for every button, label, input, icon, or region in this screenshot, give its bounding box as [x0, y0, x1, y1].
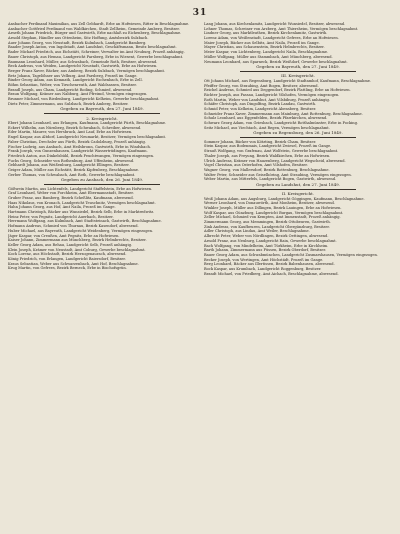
section-heading: Gegeben zu Bayreuth, den 27. Juni 1849. — [60, 106, 144, 112]
list-entry: Strauß Wolfgang, von Grafenau, Amt Wolfstein, Gewerbe beschlagnahmt. — [204, 149, 339, 154]
list-entry: Seitz Michael, aus Viechtach, Amt Regen, Vermögen beschlagnahmt. — [204, 125, 330, 130]
list-entry: Huber Michael, aus Bayreuth, Landgericht Weidenberg, Vermögen eingezogen. — [8, 228, 154, 233]
list-entry: Roth Martin, Weber von Landshut, Amt Vilsbiburg, Prozeß anhängig. — [204, 97, 330, 102]
text-columns — [8, 22, 392, 526]
list-entry: Klein Joseph, Krämer von Neustadt, Amt Coburg, Gewerbe beschlagnahmt. — [8, 247, 146, 252]
list-entry: Neumann Leonhard, aus Sparneck, Bezirk Weißdorf, Gewerbe beschlagnahmt. — [204, 59, 348, 64]
list-entry: Albrecht Peter, Weber von Nördlingen, Bezirk Oettingen, abwesend. — [204, 234, 329, 239]
list-entry: Arnold Franz, aus Neuburg, Landgericht Rain, Gewerbe beschlagnahmt. — [204, 238, 337, 243]
list-entry: Haas Nikolaus, von Kronach, Landgericht Teuschnitz, Vermögen beschlagnahmt. — [8, 200, 156, 205]
list-entry: Baumann Leonhard, Müller, aus Schwabach, Gemeinde Roth, Besitzer, abwesend. — [8, 59, 158, 64]
list-entry: Reichel Andreas, Schmied aus Deggendorf, Bezirk Plattling, Erbe an Hofwiesen. — [204, 88, 351, 93]
list-entry: Hartmann Christoph, Bäcker aus Wunsiedel, Bezirk Selb, Erbe in Marktredwitz. — [8, 210, 155, 215]
section-rule — [240, 189, 356, 190]
list-entry: Heinz Peter, von Pegnitz, Landgericht Auerbach, Besitzer. — [8, 214, 114, 219]
list-entry: Ebert Johann Leonhard, aus Erlangen, Kaufmann, Landgericht Fürth, Beschlagnahme. — [8, 121, 167, 126]
list-entry: Lindner Georg, aus Marktleuthen, Bezirk Kirchenlamitz, Gastwirth. — [204, 31, 328, 36]
list-entry: Beck Andreas, von Weiden, Landgericht Neustadt, Gastwirth, Erbe an Hofwiesen. — [8, 64, 158, 69]
list-entry: Lehner Thomas, Schreiner von Arzberg, Amt Thiersheim, Vermögen beschlagnahmt. — [204, 26, 359, 31]
list-entry: Koch Lorenz, aus Höchstadt, Bezirk Herzogenaurach, abwesend. — [8, 252, 127, 257]
left-column — [8, 22, 196, 526]
list-entry: Brandl Joseph, aus Cham, Landgericht Roding, Schmied, abwesend. — [8, 87, 133, 92]
list-entry: Fischer Ludwig, aus Ansbach, Amt Heilsbronn, Gastwirth, Erbe in Windsbach. — [8, 144, 151, 149]
list-entry: Maier Joseph, Bäcker aus Selbitz, Amt Naila, Prozeß im Gange. — [204, 40, 320, 45]
list-entry: Berger Franz Xaver, Bäcker, aus Amberg, Bezirk Sulzbach, Vermögen beschlagnahmt. — [8, 68, 166, 73]
list-entry: Brunner Michael, von Riedenburg, Landgericht Kelheim, Gewerbe beschlagnahmt. — [8, 97, 160, 101]
list-entry: Binder Georg Adam, aus Kemnath, Landgericht Eschenbach, Erbe in Zell. — [8, 78, 143, 83]
list-entry: Zimmermann Georg, aus Memmingen, Bezirk Ottobeuren, Gastwirth. — [204, 220, 331, 225]
section-rule — [240, 71, 356, 72]
list-entry: Berg Leonhard, Bäcker aus Illertissen, Bezirk Babenhausen, abwesend. — [204, 262, 335, 267]
list-entry: Jäger Kaspar, von Creußen, Amt Pegnitz, Erbe an Hofwiesen. — [8, 233, 120, 238]
section-heading: Gegeben zu Landshut, den 27. Juni 1849. — [256, 181, 340, 187]
list-entry: Geiger Adam, Müller aus Eichstätt, Bezirk Kipfenberg, Beschlagnahme. — [8, 167, 140, 172]
list-entry: Bader Michael Friedrich, aus Eichstätt, Schreiner, Verwalter im Amt Neuburg, Prozeß anhängig. — [8, 50, 185, 55]
list-entry: Lorenz Adam, von Weißenstadt, Landgericht Gefrees, Erbe an Hofwiesen. — [204, 36, 339, 41]
list-entry: Kraus Sebastian, Weber aus Schwarzenbach, Amt Hof, Beschlagnahme. — [8, 261, 139, 266]
list-entry: Kaiser Johann, Zimmermann aus Münchberg, Bezirk Helmbrechts, Besitzer. — [8, 238, 147, 243]
list-entry: Thaler Joseph, aus Freyung, Bezirk Waldkirchen, Erbe an Hofwiesen. — [204, 153, 331, 158]
list-entry: Hahn Johann Georg, aus Hof, Amt Naila, Prozeß im Gange. — [8, 205, 116, 210]
list-entry: Bock Kaspar, aus Krumbach, Landgericht Roggenburg, Besitzer. — [204, 266, 322, 271]
list-entry: Ansbacher Ferdinand Maximilian, aus Zell Gebhardt, Erbe an Hofwiesen, Ritter in Beschlagnahme. — [8, 22, 190, 26]
page-number: 31 — [192, 8, 208, 18]
section-heading: II. Kreisgericht. — [281, 191, 315, 197]
list-entry: Ulrich Andreas, Krämer von Hauzenberg, Landgericht Wegscheid, abwesend. — [204, 158, 346, 163]
list-entry: Werner Leonhard, von Donauwörth, Amt Monheim, Besitzer, abwesend. — [204, 201, 336, 206]
list-entry: Eckert Wilhelm, aus Nürnberg, Bezirk Schwabach, Schreiber, abwesend. — [8, 125, 142, 130]
list-entry: Schmid Peter, von Kelheim, Landgericht Abensberg, Besitzer. — [204, 107, 317, 112]
list-entry: Frank Joseph, von Gunzenhausen, Landgericht Wassertrüdingen, Kaufmann. — [8, 149, 148, 154]
list-entry: Barth Johann, Zimmermann aus Füssen, Bezirk Oberdorf, Besitzer. — [204, 248, 326, 253]
list-entry: Richter Joseph, aus Passau, Landgericht Vilshofen, Vermögen eingezogen. — [204, 92, 340, 97]
list-entry: Graf Leonhard, Weber von Forchheim, Amt Ebermannstadt, Besitzer. — [8, 191, 134, 196]
list-entry: Gößwein Martin, aus Lichtenfels, Landgericht Staffelstein, Erbe an Hofwiesen. — [8, 186, 153, 191]
section-heading: Gegeben zu Ansbach, den 26. Juni 1849. — [60, 177, 144, 183]
section-heading: Gegeben zu Bayreuth, den 27. Juni 1849. — [256, 64, 340, 70]
list-entry: Mayer Christian, aus Schauenstein, Bezirk Helmbrechts, Besitzer. — [204, 45, 325, 50]
list-entry: Zink Andreas, von Kaufbeuren, Landgericht Obergünzburg, Besitzer. — [204, 224, 330, 229]
list-entry: Gerber Thomas, von Schwabach, Amt Roth, Gewerbe beschlagnahmt. — [8, 172, 136, 177]
section-rule — [44, 184, 160, 185]
list-entry: Meier Kaspar, von Lichtenberg, Landgericht Naila, Beschlagnahme. — [204, 50, 329, 55]
list-entry: Hofmann Andreas, Schmied von Thurnau, Bezirk Kasendorf, abwesend. — [8, 224, 139, 229]
section-rule — [240, 137, 356, 138]
list-entry: Auer Johann Georg, von Neustadt, Bezirk Kulmbach, Landgericht Bamberg. — [8, 40, 147, 45]
list-entry: Eder Martin, Maurer, von Hersbruck, Amt Lauf, Erbe an Hofwiesen. — [8, 130, 133, 135]
list-entry: Wagner Georg, von Mallersdorf, Bezirk Rottenburg, Beschlagnahme. — [204, 167, 330, 172]
list-entry: Bach Wolfgang, von Mindelheim, Amt Türkheim, Erbe in Kirchheim. — [204, 243, 329, 248]
list-entry: Baader Joseph Anton, von Ingolstadt, Amt Landshut, Geschäftsmann, Besitz beschlagnahmt. — [8, 45, 177, 50]
list-entry: Stein Kaspar, aus Bodenmais, Landgericht Zwiesel, Prozeß im Gange. — [204, 144, 332, 149]
section-heading: 2. Kreisgericht. — [86, 115, 118, 121]
list-entry: Vogel Christian, aus Osterhofen, Amt Vilshofen, Besitzer. — [204, 163, 308, 168]
list-entry: Herrmann Wolfgang, aus Kulmbach, Amt Stadtsteinach, Gastwirth, Beschlagnahme. — [8, 219, 162, 224]
list-entry: König Friedrich, von Erlangen, Landgericht Baiersdorf, Besitzer. — [8, 256, 126, 261]
list-entry: Weiß Johann Adam, aus Augsburg, Landgericht Göggingen, Kaufmann, Beschlagnahme. — [204, 196, 365, 201]
right-column — [204, 22, 392, 526]
list-entry: Lang Johann, aus Kirchenlamitz, Landgericht Wunsiedel, Besitzer, abwesend. — [204, 22, 346, 26]
list-entry: Brandt Michael, von Friedberg, Amt Aichach, Beschlagnahme, abwesend. — [204, 271, 339, 276]
list-entry: Becker Joseph, von Wertingen, Amt Höchstädt, Prozeß im Gange. — [204, 257, 324, 262]
list-entry: Engel Kaspar, aus Altdorf, Landgericht Neumarkt, Besitzer, Vermögen beschlagnahmt. — [8, 135, 167, 140]
list-entry: Bauer Georg Adam, aus Schwabmünchen, Landgericht Zusmarshausen, Vermögen eingezogen. — [204, 252, 378, 257]
list-entry: Bauer Christoph, aus Hemau, Landgericht Parsberg, Erbe in Wiesent, Gewerbe beschlagnahmt. — [8, 54, 184, 59]
list-entry: Schäfer Christoph, aus Dingolfing, Bezirk Landau, Gastwirth. — [204, 102, 317, 107]
list-entry: Müller Wolfgang, Müller aus Stammbach, Amt Münchberg, abwesend. — [204, 54, 333, 59]
list-entry: Wolf Kaspar, aus Günzburg, Landgericht Burgau, Vermögen beschlagnahmt. — [204, 210, 344, 215]
list-entry: Pfeiffer Georg, von Straubing, Amt Bogen, Besitzer, abwesend. — [204, 83, 319, 88]
list-entry: Gebhardt Johann, aus Weißenburg, Landgericht Ellingen, Besitzer. — [8, 163, 130, 168]
section-heading: Gegeben zu Regensburg, den 26. Juni 1849. — [253, 130, 343, 136]
list-entry: Fuchs Georg, Schneider von Rothenburg, Amt Uffenheim, abwesend. — [8, 158, 135, 163]
list-entry: Zeller Michael, Schmied von Kempten, Amt Immenstadt, Prozeß anhängig. — [204, 215, 341, 220]
list-entry: Schneider Franz Xaver, Zimmermann aus Mainburg, Amt Rottenburg, Beschlagnahme. — [204, 111, 363, 116]
list-entry: Schulz Leonhard, aus Eggenfelden, Bezirk Pfarrkirchen, abwesend. — [204, 116, 328, 121]
list-entry: Braun Wolfgang, Krämer aus Nabburg, Amt Pfreimd, Vermögen eingezogen. — [8, 92, 148, 97]
section-rule — [44, 113, 160, 114]
list-entry: Betz Johann, Tagelöhner aus Velburg, Amt Parsberg, Prozeß im Gange. — [8, 73, 138, 78]
list-entry: Arnold Stephan, Händler aus Ottenheim, Sitz Hoffung, Amtsbezirk Sulzbach. — [8, 36, 149, 41]
section-heading: III. Kreisgericht. — [281, 73, 315, 79]
list-entry: Weber Martin, aus Mitterfels, Landgericht Bogen, Gastwirth, abwesend. — [204, 177, 337, 182]
list-entry: Winkler Joseph, Müller aus Dillingen, Bezirk Lauingen, Erbe an Hofwiesen. — [204, 206, 342, 211]
list-entry: Ansbacher Gottfried Ferdinand von Waldkirchen, Stadt Zellheim, Gemeinde Amberg, Besitzer. — [8, 26, 180, 31]
list-entry: Ott Johann Michael, aus Regensburg, Landgericht Stadtamhof, Kaufmann, Beschlagnahme. — [204, 78, 372, 83]
list-entry: Friedrich Anton, aus Dinkelsbühl, Bezirk Feuchtwangen, Vermögen eingezogen. — [8, 153, 155, 158]
list-entry: Adler Christoph, aus Lindau, Amt Weiler, Beschlagnahme. — [204, 229, 310, 234]
list-entry: Walter Peter, Schneider aus Geiselhöring, Amt Straubing, Vermögen eingezogen. — [204, 172, 352, 177]
list-entry: Dietz Peter, Zimmermann, aus Sulzbach, Bezirk Amberg, Besitzer. — [8, 101, 129, 106]
list-entry: Faber Christian, Drechsler aus Fürth, Bezirk Cadolzburg, Prozeß anhängig. — [8, 139, 146, 144]
list-entry: Krug Martin, von Gefrees, Bezirk Berneck, Erbe in Bischofsgrün. — [8, 266, 127, 271]
list-entry: Arneth Johann Friedrich, Bürger und Gastwirth, Erbe nachlaß zu Eichenberg, Beschlagnahme. — [8, 31, 182, 36]
list-entry: Schwarz Georg Adam, von Griesbach, Landgericht Rotthalmünster, Erbe in Pocking. — [204, 121, 359, 126]
list-entry: Böhm Sebastian, Weber, von Tirschenreuth, Amt Waldsassen, Besitzer. — [8, 82, 137, 87]
list-entry: Keller Georg Adam, aus Rehau, Landgericht Selb, Prozeß anhängig. — [8, 242, 133, 247]
list-entry: Gruber Franz, aus Bamberg, Bezirk Scheßlitz, Kaufmann, abwesend. — [8, 196, 134, 200]
list-entry: Sommer Johann, Bäcker von Kötzting, Bezirk Cham, Besitzer. — [204, 139, 317, 144]
